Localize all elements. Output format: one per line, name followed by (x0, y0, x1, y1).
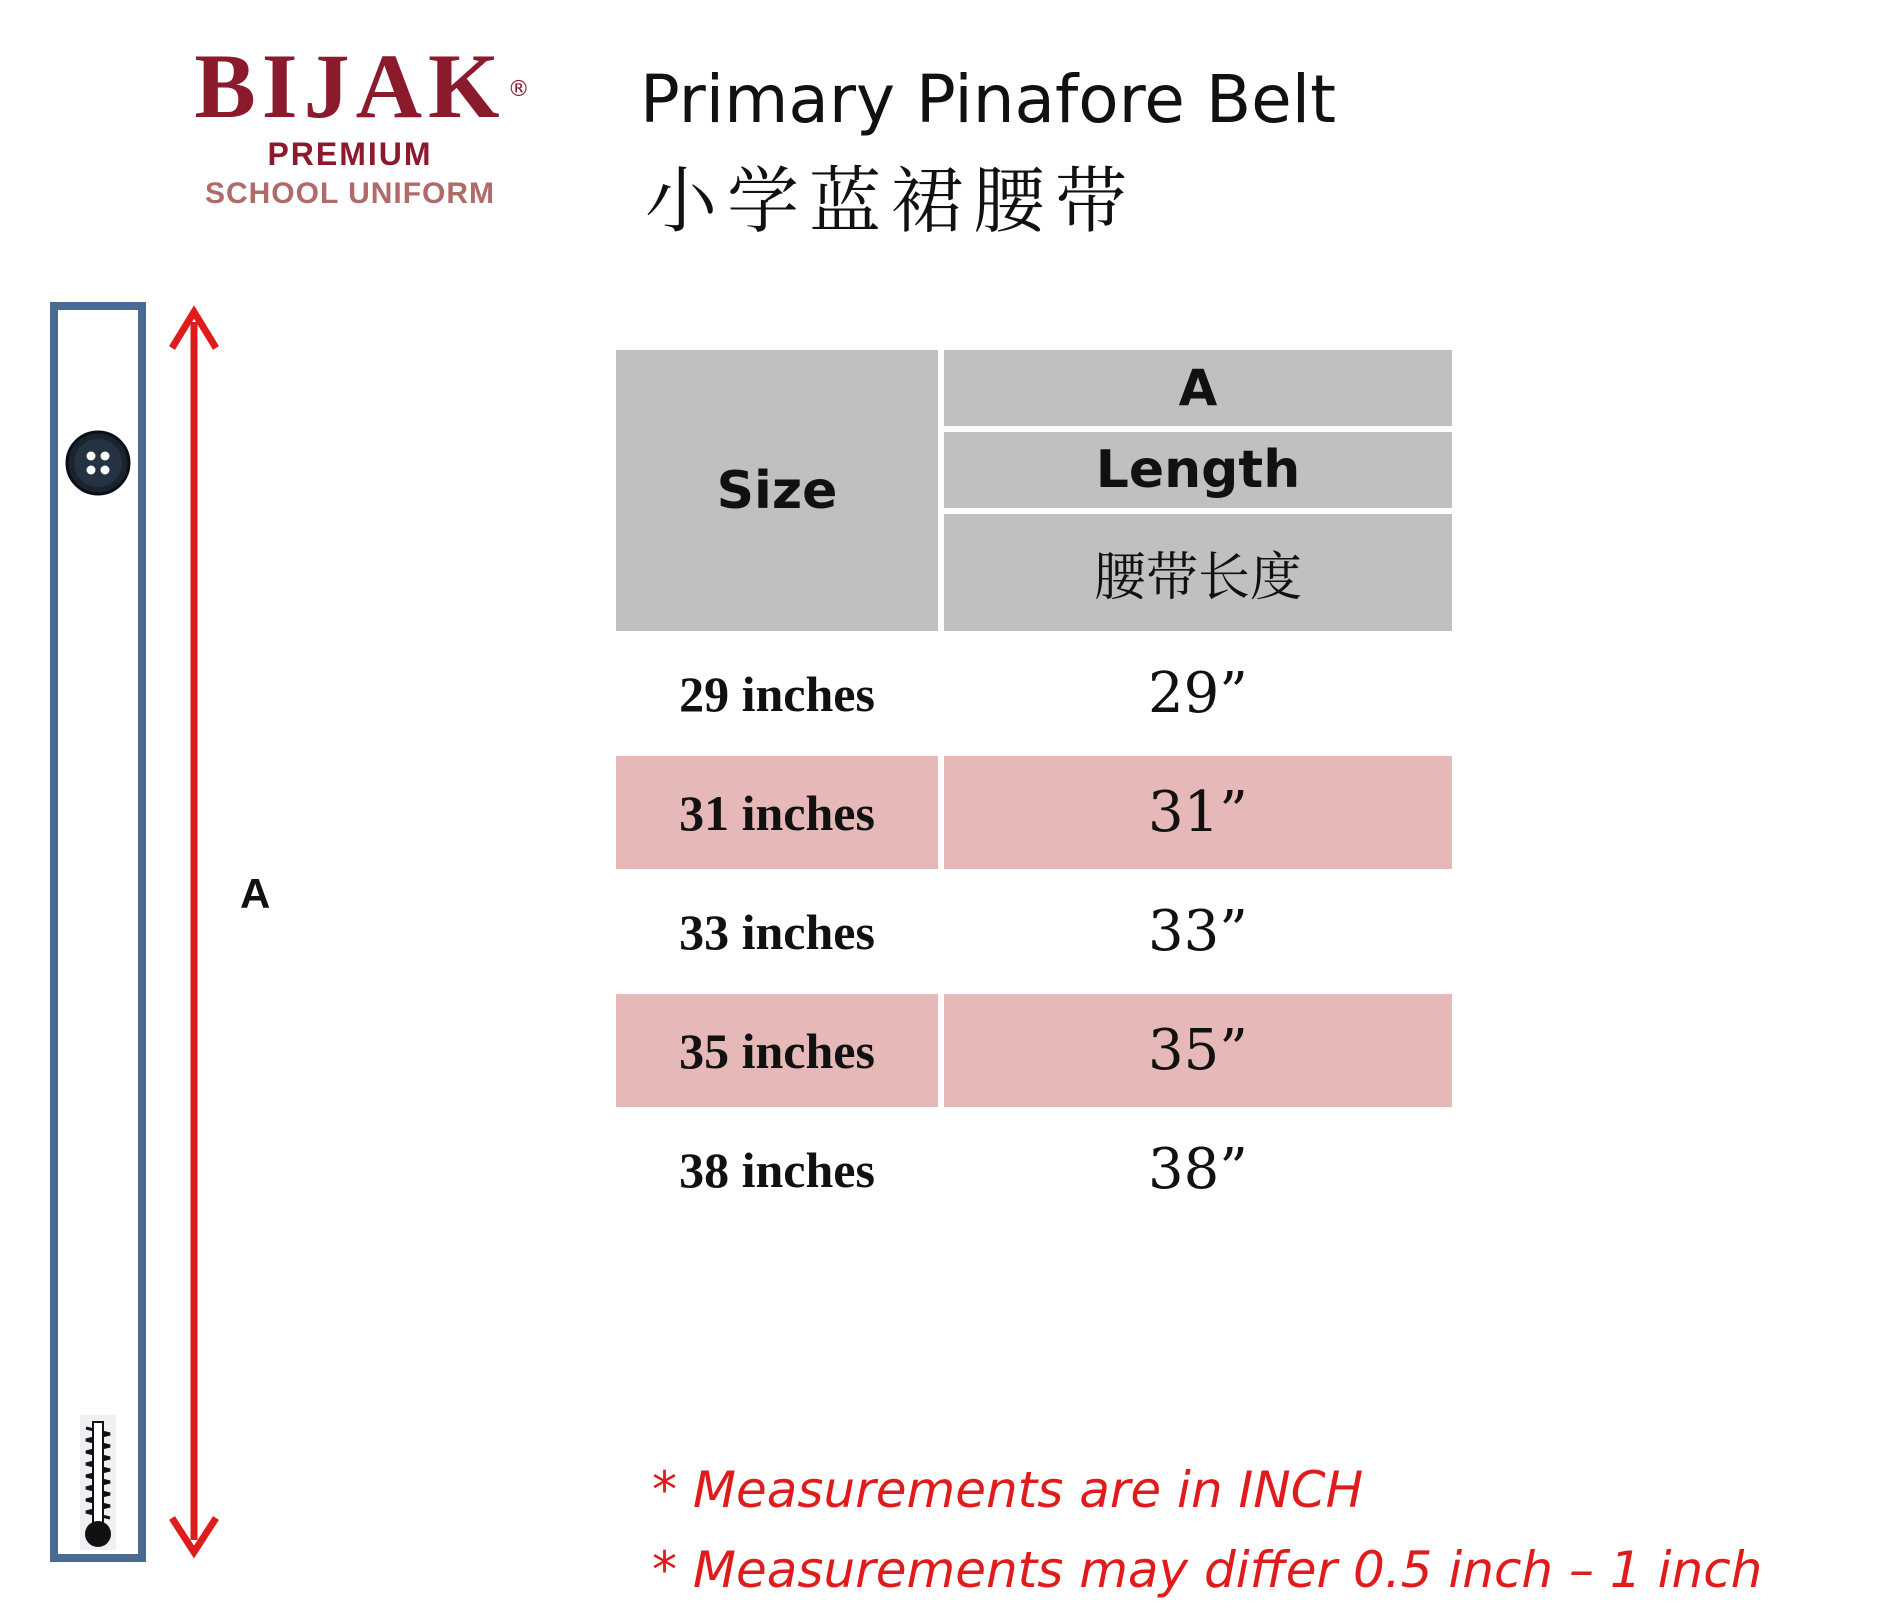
buttonhole-icon (80, 1415, 116, 1550)
note-unit: * Measurements are in INCH (652, 1461, 1364, 1519)
length-cell: 31” (944, 756, 1452, 869)
length-cell: 29” (1148, 661, 1248, 726)
table-row (616, 637, 1452, 750)
registered-mark: ® (507, 77, 536, 102)
length-cell: 33” (1148, 899, 1248, 964)
brand-logo (140, 35, 560, 225)
header-length: Length (944, 432, 1452, 508)
header-length-chinese: 腰带长度 (944, 514, 1452, 631)
dimension-label: A (240, 870, 271, 917)
logo-brand-text: BIJAK (194, 35, 506, 137)
logo-brand-name (194, 35, 536, 137)
table-row (616, 875, 1452, 988)
table-row (616, 994, 1452, 1107)
logo-line-premium: PREMIUM (267, 136, 433, 172)
table-row (616, 756, 1452, 869)
page-title: Primary Pinafore Belt (640, 61, 1336, 138)
header-column-letter: A (944, 350, 1452, 426)
size-cell: 35 inches (616, 994, 938, 1107)
size-cell: 38 inches (679, 1141, 875, 1198)
size-cell: 31 inches (616, 756, 938, 869)
dimension-arrow (172, 312, 216, 1552)
logo-line-school-uniform: SCHOOL UNIFORM (204, 177, 496, 210)
page-title-chinese: 小学蓝裙腰带 (645, 159, 1138, 243)
table-row (616, 1113, 1452, 1226)
button-icon (67, 432, 129, 494)
belt-diagram (40, 290, 240, 1580)
size-cell: 33 inches (679, 903, 875, 960)
size-cell: 29 inches (679, 665, 875, 722)
length-cell: 35” (944, 994, 1452, 1107)
header-size: Size (616, 350, 938, 631)
note-tolerance: * Measurements may differ 0.5 inch – 1 inch (652, 1541, 1763, 1599)
length-cell: 38” (1148, 1137, 1248, 1202)
